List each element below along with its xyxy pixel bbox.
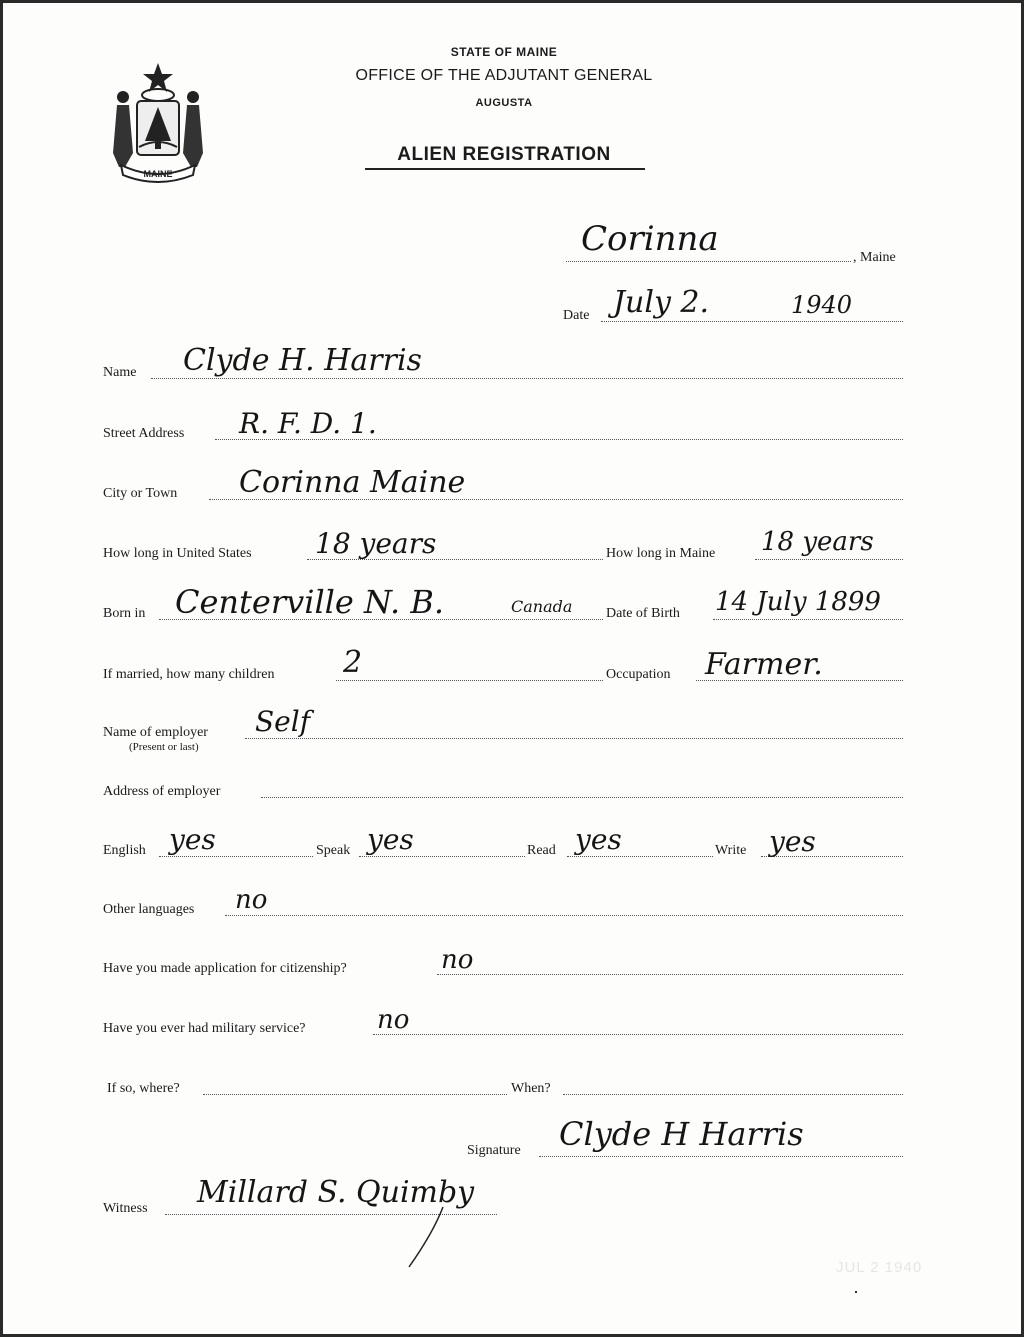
if-so-where-field-line bbox=[203, 1094, 507, 1095]
date-field-line bbox=[601, 321, 903, 322]
when-label: When? bbox=[511, 1081, 551, 1096]
citizenship-field-line bbox=[437, 974, 903, 975]
english-label: English bbox=[103, 843, 146, 858]
witness-label: Witness bbox=[103, 1201, 148, 1216]
born-in-label: Born in bbox=[103, 606, 146, 621]
how-long-us-label: How long in United States bbox=[103, 546, 252, 561]
read-label: Read bbox=[527, 843, 556, 858]
header-city: AUGUSTA bbox=[475, 97, 533, 109]
signature-label: Signature bbox=[467, 1143, 521, 1158]
form-title: ALIEN REGISTRATION bbox=[397, 144, 611, 165]
how-long-maine-value: 18 years bbox=[761, 527, 874, 557]
name-field-line bbox=[151, 378, 903, 379]
read-value: yes bbox=[575, 823, 622, 856]
occupation-label: Occupation bbox=[606, 667, 671, 682]
speak-field-line bbox=[359, 856, 525, 857]
signature-value: Clyde H Harris bbox=[559, 1115, 804, 1153]
witness-pen-stroke bbox=[403, 1203, 453, 1273]
date-value: July 2. bbox=[613, 285, 710, 320]
write-label: Write bbox=[715, 843, 747, 858]
employer-address-field-line bbox=[261, 797, 903, 798]
street-address-value: R. F. D. 1. bbox=[239, 407, 377, 440]
military-field-line bbox=[373, 1034, 903, 1035]
write-value: yes bbox=[769, 825, 816, 858]
date-of-birth-value: 14 July 1899 bbox=[715, 587, 881, 617]
title-underline bbox=[365, 168, 645, 170]
born-in-value: Centerville N. B. bbox=[175, 583, 444, 621]
employer-sublabel: (Present or last) bbox=[129, 741, 199, 753]
city-label: City or Town bbox=[103, 486, 178, 501]
employer-label: Name of employer bbox=[103, 725, 208, 740]
military-label: Have you ever had military service? bbox=[103, 1021, 306, 1036]
city-value: Corinna Maine bbox=[239, 465, 466, 500]
other-languages-value: no bbox=[235, 885, 268, 915]
citizenship-value: no bbox=[441, 945, 474, 975]
town-value: Corinna bbox=[581, 219, 719, 259]
how-long-maine-label: How long in Maine bbox=[606, 546, 716, 561]
received-stamp: JUL 2 1940 bbox=[836, 1259, 923, 1276]
children-value: 2 bbox=[343, 645, 363, 680]
if-so-where-label: If so, where? bbox=[107, 1081, 180, 1096]
occupation-value: Farmer. bbox=[705, 647, 823, 682]
header-state: STATE OF MAINE bbox=[450, 45, 558, 59]
other-languages-field-line bbox=[225, 915, 903, 916]
seal-scroll-text: MAINE bbox=[143, 169, 173, 179]
how-long-us-value: 18 years bbox=[315, 527, 437, 560]
date-label: Date bbox=[563, 308, 590, 323]
speak-value: yes bbox=[367, 823, 414, 856]
street-address-label: Street Address bbox=[103, 426, 185, 441]
name-value: Clyde H. Harris bbox=[183, 343, 422, 378]
witness-value: Millard S. Quimby bbox=[197, 1175, 475, 1210]
date-of-birth-field-line bbox=[713, 619, 903, 620]
employer-field-line bbox=[245, 738, 903, 739]
military-value: no bbox=[377, 1005, 410, 1035]
town-field-line bbox=[566, 261, 851, 262]
english-field-line bbox=[159, 856, 313, 857]
read-field-line bbox=[567, 856, 713, 857]
born-country-value: Canada bbox=[511, 597, 573, 616]
children-label: If married, how many children bbox=[103, 667, 275, 682]
stray-mark bbox=[855, 1291, 857, 1293]
employer-value: Self bbox=[255, 705, 311, 738]
children-field-line bbox=[336, 680, 603, 681]
year-value: 1940 bbox=[791, 291, 853, 319]
speak-label: Speak bbox=[316, 843, 351, 858]
registration-form bbox=[3, 3, 1021, 1334]
name-label: Name bbox=[103, 365, 137, 380]
citizenship-label: Have you made application for citizenship? bbox=[103, 961, 347, 976]
english-value: yes bbox=[169, 823, 216, 856]
other-languages-label: Other languages bbox=[103, 902, 195, 917]
header-office: OFFICE OF THE ADJUTANT GENERAL bbox=[355, 67, 653, 84]
date-of-birth-label: Date of Birth bbox=[606, 606, 680, 621]
when-field-line bbox=[563, 1094, 903, 1095]
signature-field-line bbox=[539, 1156, 903, 1157]
maine-label: , Maine bbox=[853, 250, 896, 265]
how-long-maine-field-line bbox=[755, 559, 903, 560]
employer-address-label: Address of employer bbox=[103, 784, 221, 799]
